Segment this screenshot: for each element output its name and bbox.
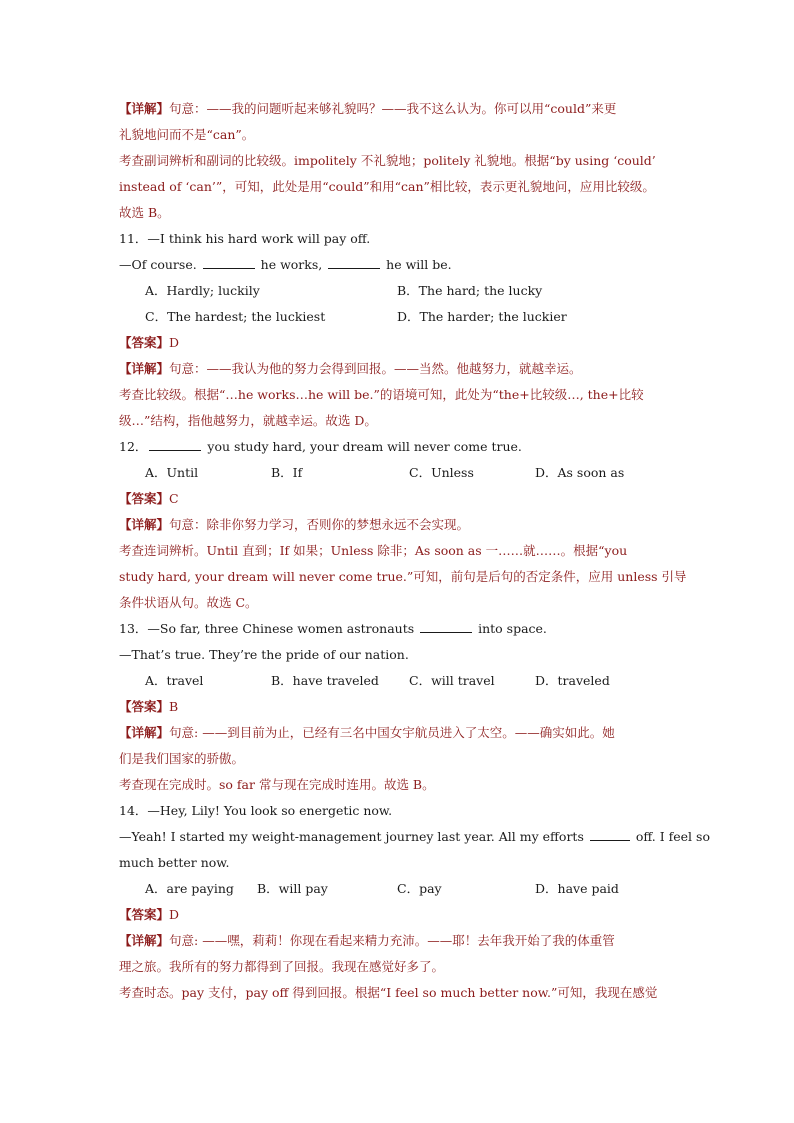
detail-tag: 【详解】 <box>119 725 170 740</box>
q12-stem-part-a: 12． <box>119 439 148 454</box>
q11-options-row-2 <box>119 304 681 330</box>
q11-stem-part-c: he will be. <box>382 257 452 272</box>
q12-analysis-line-3: 条件状语从句。故选 C。 <box>119 595 258 610</box>
q14-answer: D <box>169 907 180 922</box>
answer-tag: 【答案】 <box>119 907 170 922</box>
q13-option-b: B．have traveled <box>271 673 379 688</box>
answer-tag: 【答案】 <box>119 699 170 714</box>
q13-option-d: D．traveled <box>535 673 610 688</box>
q13-detail-text: 句意: ——到目前为止，已经有三名中国女宇航员进入了太空。——确实如此。她 <box>169 725 615 740</box>
q13-stem-part-b: into space. <box>474 621 547 636</box>
detail-tag: 【详解】 <box>119 933 170 948</box>
q10-detail-text: 句意：——我的问题听起来够礼貌吗？——我不这么认为。你可以用“could”来更 <box>169 101 617 116</box>
q13-detail-line-1 <box>119 720 681 746</box>
document-page <box>119 96 710 1006</box>
q13-stem-line-1 <box>119 616 681 642</box>
q13-answer-line <box>119 694 681 720</box>
q13-stem-part-a: 13．—So far, three Chinese women astronauts <box>119 621 419 636</box>
q14-stem-line-1: 14．—Hey, Lily! You look so energetic now. <box>119 803 393 818</box>
q12-answer: C <box>169 491 179 506</box>
q13-options-row <box>119 668 681 694</box>
q11-option-b: B．The hard; the lucky <box>397 283 543 298</box>
answer-tag: 【答案】 <box>119 491 170 506</box>
q11-option-a: A．Hardly; luckily <box>145 283 260 298</box>
q13-option-a: A．travel <box>145 673 204 688</box>
q12-answer-line <box>119 486 681 512</box>
q12-option-b: B．If <box>271 465 303 480</box>
q12-analysis-line-2: study hard, your dream will never come true.”可知，前句是后句的否定条件，应用 unless 引导 <box>119 569 687 584</box>
q11-stem-part-b: he works, <box>256 257 327 272</box>
q14-answer-line <box>119 902 681 928</box>
q10-analysis-line-3: 故选 B。 <box>119 205 170 220</box>
answer-blank <box>203 254 255 269</box>
q12-analysis-line-1: 考查连词辨析。Until 直到；If 如果；Unless 除非；As soon as 一……就……。根据“you <box>119 543 628 558</box>
q11-option-c: C．The hardest; the luckiest <box>145 309 326 324</box>
q11-answer-line <box>119 330 681 356</box>
q11-options-row-1 <box>119 278 681 304</box>
q14-option-c: C．pay <box>397 881 442 896</box>
q14-detail-text: 句意: ——嘿，莉莉！你现在看起来精力充沛。——耶！去年我开始了我的体重管 <box>169 933 615 948</box>
q11-stem-line-1: 11．—I think his hard work will pay off. <box>119 231 371 246</box>
q10-detail-line-1 <box>119 96 681 122</box>
q10-analysis-line-1: 考查副词辨析和副词的比较级。impolitely 不礼貌地；politely 礼貌地。根据“by using ‘could’ <box>119 153 656 168</box>
q13-analysis-line-1: 考查现在完成时。so far 常与现在完成时连用。故选 B。 <box>119 777 435 792</box>
detail-tag: 【详解】 <box>119 361 170 376</box>
q12-stem-part-b: you study hard, your dream will never come true. <box>203 439 522 454</box>
q12-option-a: A．Until <box>145 465 199 480</box>
q13-stem-line-2: —That’s true. They’re the pride of our nation. <box>119 647 409 662</box>
answer-blank <box>149 436 201 451</box>
answer-blank <box>328 254 380 269</box>
q14-stem-line-2 <box>119 824 710 850</box>
q12-detail-line-1 <box>119 512 681 538</box>
q11-stem-part-a: —Of course. <box>119 257 201 272</box>
q11-analysis-line-1: 考查比较级。根据“…he works…he will be.”的语境可知，此处为“the+比较级…, the+比较 <box>119 387 644 402</box>
q11-analysis-line-2: 级…”结构，指他越努力，就越幸运。故选 D。 <box>119 413 377 428</box>
q14-analysis-line-1: 考查时态。pay 支付，pay off 得到回报。根据“I feel so much better now.”可知，我现在感觉 <box>119 985 658 1000</box>
q12-options-row <box>119 460 681 486</box>
q14-option-d: D．have paid <box>535 881 619 896</box>
q14-options-row <box>119 876 681 902</box>
q11-answer: D <box>169 335 180 350</box>
q13-answer: B <box>169 699 179 714</box>
q12-detail-text: 句意：除非你努力学习，否则你的梦想永远不会实现。 <box>169 517 470 532</box>
q11-detail-line-1 <box>119 356 681 382</box>
detail-tag: 【详解】 <box>119 101 170 116</box>
q10-analysis-line-2: instead of ‘can’”，可知，此处是用“could”和用“can”相比较，表示更礼貌地问，应用比较级。 <box>119 179 655 194</box>
q14-detail-line-1 <box>119 928 681 954</box>
q11-detail-text: 句意：——我认为他的努力会得到回报。——当然。他越努力，就越幸运。 <box>169 361 582 376</box>
q11-stem-line-2 <box>119 252 681 278</box>
q14-option-b: B．will pay <box>257 881 328 896</box>
q14-stem-line-3: much better now. <box>119 855 230 870</box>
q12-option-c: C．Unless <box>409 465 474 480</box>
q14-detail-line-2: 理之旅。我所有的努力都得到了回报。我现在感觉好多了。 <box>119 959 445 974</box>
q13-option-c: C．will travel <box>409 673 495 688</box>
q12-stem-line-1 <box>119 434 681 460</box>
q11-option-d: D．The harder; the luckier <box>397 309 567 324</box>
q10-detail-line-2: 礼貌地问而不是“can”。 <box>119 127 255 142</box>
answer-tag: 【答案】 <box>119 335 170 350</box>
q14-stem-part-b: off. I feel so <box>631 829 710 844</box>
detail-tag: 【详解】 <box>119 517 170 532</box>
answer-blank <box>420 618 472 633</box>
answer-blank <box>590 826 630 841</box>
q14-option-a: A．are paying <box>145 881 234 896</box>
q13-detail-line-2: 们是我们国家的骄傲。 <box>119 751 245 766</box>
q12-option-d: D．As soon as <box>535 465 625 480</box>
q14-stem-part-a: —Yeah! I started my weight-management journey last year. All my efforts <box>119 829 588 844</box>
